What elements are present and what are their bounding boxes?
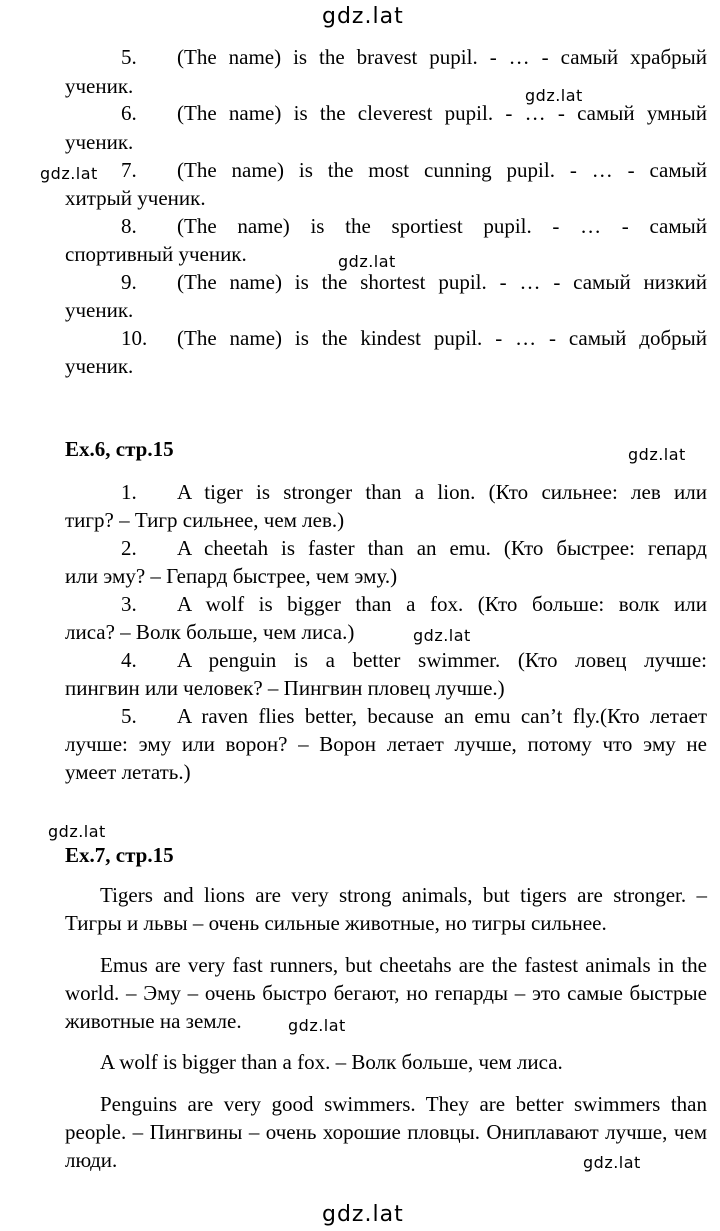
list-item-cont: тигр? – Тигр сильнее, чем лев.) — [65, 508, 345, 532]
list-item: 5. (The name) is the bravest pupil. - … - самый храбрый — [121, 45, 707, 69]
watermark: gdz.lat — [413, 626, 471, 645]
list-item-cont: ученик. — [65, 130, 134, 154]
watermark: gdz.lat — [338, 252, 396, 271]
list-item: 4. A penguin is a better swimmer. (Кто ловец лучше: — [121, 648, 707, 672]
list-item-cont: ученик. — [65, 74, 134, 98]
list-item: 8. (The name) is the sportiest pupil. - … - самый — [121, 214, 707, 238]
watermark-top: gdz.lat — [322, 4, 404, 29]
watermark: gdz.lat — [525, 86, 583, 105]
paragraph-line: people. – Пингвины – очень хорошие пловцы. Ониплавают лучше, чем — [65, 1120, 707, 1144]
watermark: gdz.lat — [288, 1016, 346, 1035]
paragraph-line: Emus are very fast runners, but cheetahs are the fastest animals in the — [100, 953, 707, 977]
watermark: gdz.lat — [40, 164, 98, 183]
list-item-cont: лиса? – Волк больше, чем лиса.) — [65, 620, 355, 644]
paragraph-line: животные на земле. — [65, 1009, 242, 1033]
paragraph-line: Penguins are very good swimmers. They are better swimmers than — [100, 1092, 707, 1116]
list-item: 9. (The name) is the shortest pupil. - … - самый низкий — [121, 270, 707, 294]
paragraph-line: Тигры и львы – очень сильные животные, но тигры сильнее. — [65, 911, 607, 935]
paragraph-line: world. – Эму – очень быстро бегают, но гепарды – это самые быстрые — [65, 981, 707, 1005]
watermark: gdz.lat — [628, 445, 686, 464]
list-item-cont: умеет летать.) — [65, 760, 191, 784]
list-item-cont: пингвин или человек? – Пингвин пловец лучше.) — [65, 676, 505, 700]
list-item: 5. A raven flies better, because an emu can’t fly.(Кто летает — [121, 704, 707, 728]
watermark: gdz.lat — [48, 822, 106, 841]
list-item: 6. (The name) is the cleverest pupil. - … - самый умный — [121, 101, 707, 125]
watermark: gdz.lat — [583, 1153, 641, 1172]
list-item-cont: или эму? – Гепард быстрее, чем эму.) — [65, 564, 398, 588]
list-item: 1. A tiger is stronger than a lion. (Кто сильнее: лев или — [121, 480, 707, 504]
list-item-cont: ученик. — [65, 354, 134, 378]
list-item-cont: лучше: эму или ворон? – Ворон летает лучше, потому что эму не — [65, 732, 707, 756]
list-item: 2. A cheetah is faster than an emu. (Кто быстрее: гепард — [121, 536, 707, 560]
list-item: 7. (The name) is the most cunning pupil. - … - самый — [121, 158, 707, 182]
paragraph-line: A wolf is bigger than a fox. – Волк больше, чем лиса. — [100, 1050, 563, 1074]
list-item-cont: спортивный ученик. — [65, 242, 247, 266]
list-item-cont: ученик. — [65, 298, 134, 322]
section-heading-ex6: Ex.6, стр.15 — [65, 437, 174, 461]
list-item-cont: хитрый ученик. — [65, 186, 206, 210]
watermark-bottom: gdz.lat — [322, 1202, 404, 1227]
section-heading-ex7: Ex.7, стр.15 — [65, 843, 174, 867]
list-item: 10. (The name) is the kindest pupil. - … - самый добрый — [121, 326, 707, 350]
list-item: 3. A wolf is bigger than a fox. (Кто больше: волк или — [121, 592, 707, 616]
paragraph-line: Tigers and lions are very strong animals, but tigers are stronger. – — [100, 883, 707, 907]
paragraph-line: люди. — [65, 1148, 118, 1172]
